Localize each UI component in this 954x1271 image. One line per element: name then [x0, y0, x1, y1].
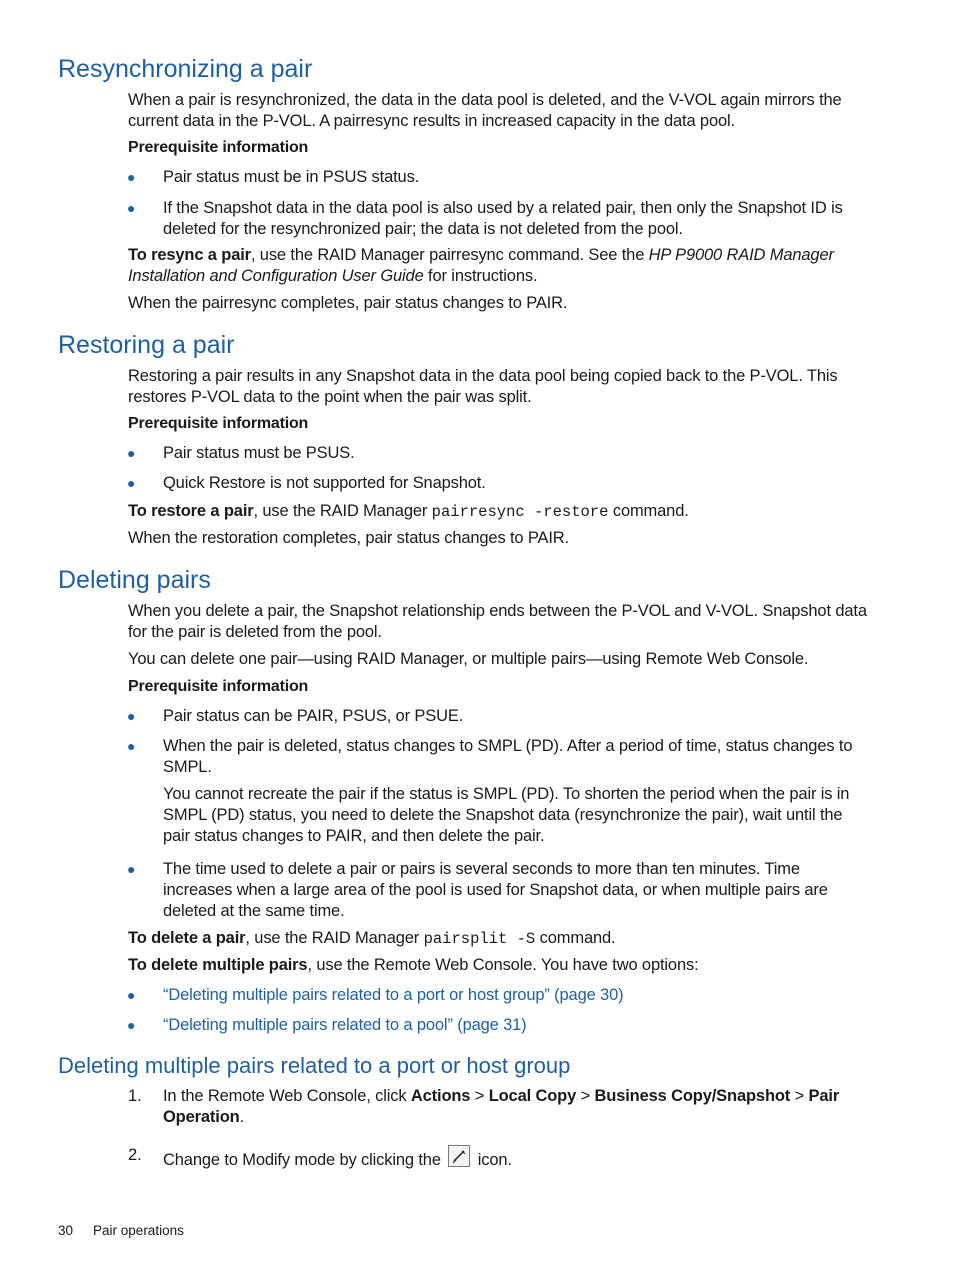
step-2	[163, 1145, 873, 1171]
heading-resync: Resynchronizing a pair	[58, 55, 313, 83]
link-port-host-group[interactable]: “Deleting multiple pairs related to a port or host group” (page 30)	[163, 986, 624, 1004]
step-2-number: 2.	[128, 1146, 142, 1164]
restore-howto-bold: To restore a pair	[128, 502, 254, 520]
step-1	[163, 1086, 873, 1128]
menu-local-copy: Local Copy	[488, 1087, 577, 1105]
delete-howto-bold: To delete a pair	[128, 929, 246, 947]
menu-separator: >	[470, 1087, 489, 1105]
resync-bullet-1: Pair status must be in PSUS status.	[163, 168, 420, 186]
restore-howto	[128, 501, 873, 523]
step-1-end: .	[239, 1108, 245, 1126]
resync-result: When the pairresync completes, pair status changes to PAIR.	[128, 294, 568, 312]
page-number: 30	[58, 1223, 74, 1238]
resync-howto-end: for instructions.	[423, 267, 538, 285]
resync-howto-text: , use the RAID Manager pairresync command. See the	[250, 246, 649, 264]
delete-bullet-2-note: You cannot recreate the pair if the status is SMPL (PD). To shorten the period when the pair is in SMPL (PD) status, you need to delete the Snapshot data (resynchronize the pair), wait until the pair status changes to PAIR, and then delete the pair.	[163, 785, 850, 845]
bullet-icon: ●	[127, 987, 136, 1003]
delete-bullet-2: When the pair is deleted, status changes to SMPL (PD). After a period of time, status changes to SMPL.	[163, 737, 853, 776]
delete-intro: When you delete a pair, the Snapshot relationship ends between the P-VOL and V-VOL. Snapshot data for the pair is deleted from the pool.	[128, 602, 867, 641]
delete-howto-end: command.	[535, 929, 616, 947]
restore-bullet-1: Pair status must be PSUS.	[163, 444, 355, 462]
restore-intro: Restoring a pair results in any Snapshot data in the data pool being copied back to the P-VOL. This restores P-VOL data to the point when the pair was split.	[128, 367, 838, 406]
delete-multi	[128, 955, 873, 976]
delete-prereq-label: Prerequisite information	[128, 678, 309, 695]
resync-bullet-2: If the Snapshot data in the data pool is also used by a related pair, then only the Snapshot ID is deleted for the resynchronized pair; the data is not deleted from the pool.	[163, 199, 843, 238]
heading-delete: Deleting pairs	[58, 566, 211, 594]
bullet-icon: ●	[127, 445, 136, 461]
bullet-icon: ●	[127, 738, 136, 754]
restore-howto-end: command.	[608, 502, 689, 520]
heading-restore: Restoring a pair	[58, 331, 235, 359]
restore-result: When the restoration completes, pair status changes to PAIR.	[128, 529, 570, 547]
menu-pair-operation: Pair Operation	[163, 1087, 840, 1126]
menu-actions: Actions	[410, 1087, 471, 1105]
step-1-text: In the Remote Web Console, click	[163, 1087, 411, 1105]
menu-business-copy-snapshot: Business Copy/Snapshot	[594, 1087, 791, 1105]
delete-command: pairsplit -S	[423, 930, 536, 948]
bullet-icon: ●	[127, 475, 136, 491]
delete-bullet-3: The time used to delete a pair or pairs is several seconds to more than ten minutes. Time increases when a large area of the pool is used for Snapshot data, or when multiple pairs are deleted at the same time.	[163, 860, 828, 920]
step-2-text: Change to Modify mode by clicking the	[163, 1151, 441, 1169]
bullet-icon: ●	[127, 708, 136, 724]
menu-separator: >	[790, 1087, 809, 1105]
restore-bullet-2: Quick Restore is not supported for Snapshot.	[163, 474, 486, 492]
restore-prereq-label: Prerequisite information	[128, 415, 309, 432]
bullet-icon: ●	[127, 169, 136, 185]
bullet-icon: ●	[127, 1017, 136, 1033]
step-2-end: icon.	[477, 1151, 512, 1169]
delete-bullet-1: Pair status can be PAIR, PSUS, or PSUE.	[163, 707, 464, 725]
delete-howto	[128, 928, 873, 950]
resync-howto	[128, 245, 873, 287]
restore-howto-text: , use the RAID Manager	[253, 502, 432, 520]
resync-intro: When a pair is resynchronized, the data in the data pool is deleted, and the V-VOL again mirrors the current data in the P-VOL. A pairresync results in increased capacity in the data pool.	[128, 91, 842, 130]
heading-port-host-group: Deleting multiple pairs related to a port or host group	[58, 1053, 571, 1078]
edit-pencil-icon	[448, 1145, 470, 1167]
menu-separator: >	[576, 1087, 595, 1105]
resync-howto-bold: To resync a pair	[128, 246, 251, 264]
delete-multi-bold: To delete multiple pairs	[128, 956, 308, 974]
restore-command: pairresync -restore	[431, 503, 609, 521]
delete-howto-text: , use the RAID Manager	[245, 929, 424, 947]
bullet-icon: ●	[127, 200, 136, 216]
page-footer	[58, 1222, 184, 1240]
delete-multi-text: , use the Remote Web Console. You have two options:	[307, 956, 699, 974]
page-section-name: Pair operations	[93, 1223, 184, 1238]
delete-intro-2: You can delete one pair—using RAID Manager, or multiple pairs—using Remote Web Console.	[128, 650, 809, 668]
link-pool[interactable]: “Deleting multiple pairs related to a pool” (page 31)	[163, 1016, 527, 1034]
guide-title: HP P9000 RAID Manager Installation and Configuration User Guide	[128, 246, 834, 285]
bullet-icon: ●	[127, 861, 136, 877]
step-1-number: 1.	[128, 1087, 142, 1105]
resync-prereq-label: Prerequisite information	[128, 139, 309, 156]
